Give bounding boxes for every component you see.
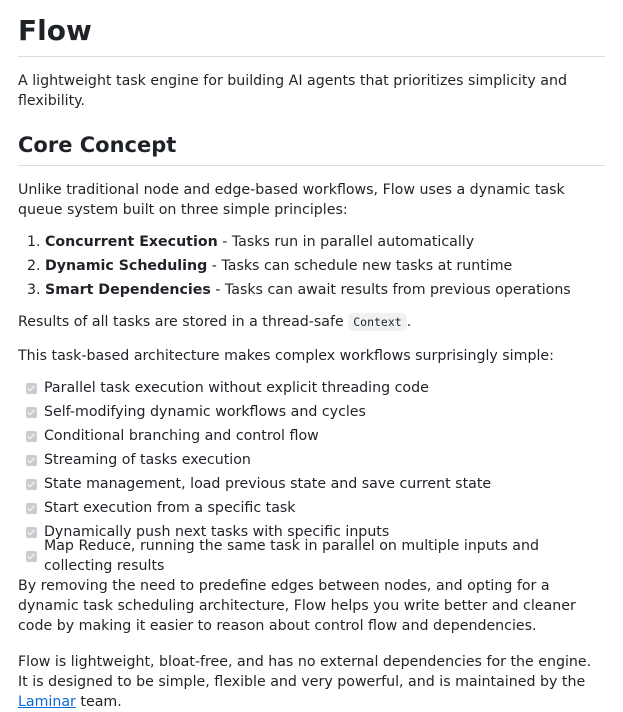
principle-name: Dynamic Scheduling [45, 258, 208, 274]
checked-checkbox-icon [26, 479, 37, 490]
principle-desc: - Tasks can schedule new tasks at runtime [207, 258, 513, 274]
feature-label: State management, load previous state and save current state [44, 476, 492, 492]
feature-item [26, 426, 605, 446]
principle-item [45, 232, 605, 252]
removing-edges-paragraph: By removing the need to predefine edges between nodes, and opting for a dynamic task scheduling architecture, Flow helps you write better and cleaner code by making it easier to reason about control flow and dependencies. [18, 578, 576, 634]
checked-checkbox-icon [26, 407, 37, 418]
feature-label: Start execution from a specific task [44, 500, 296, 516]
checked-checkbox-icon [26, 551, 37, 562]
feature-label: Dynamically push next tasks with specific inputs [44, 524, 390, 540]
laminar-link[interactable]: Laminar [18, 694, 76, 710]
feature-label: Conditional branching and control flow [44, 428, 319, 444]
results-prefix: Results of all tasks are stored in a thread-safe [18, 314, 349, 330]
feature-item [26, 450, 605, 470]
principle-item [45, 256, 605, 276]
checked-checkbox-icon [26, 503, 37, 514]
results-suffix: . [406, 314, 412, 330]
checked-checkbox-icon [26, 455, 37, 466]
feature-label: Self-modifying dynamic workflows and cycles [44, 404, 366, 420]
lightweight-prefix: Flow is lightweight, bloat-free, and has no external dependencies for the engine. It is designed to be simple, flexible and very powerful, and is maintained by the [18, 654, 592, 690]
principle-name: Smart Dependencies [45, 282, 211, 298]
principle-desc: - Tasks can await results from previous operations [210, 282, 571, 298]
checked-checkbox-icon [26, 431, 37, 442]
principles-list [18, 232, 605, 300]
feature-label: Map Reduce, running the same task in parallel on multiple inputs and collecting results [44, 538, 539, 574]
lightweight-paragraph [18, 652, 605, 712]
results-paragraph [18, 312, 605, 332]
architecture-paragraph: This task-based architecture makes complex workflows surprisingly simple: [18, 348, 554, 364]
feature-item [26, 378, 605, 398]
principle-desc: - Tasks run in parallel automatically [217, 234, 475, 250]
checked-checkbox-icon [26, 527, 37, 538]
section-heading-core-concept: Core Concept [18, 131, 605, 166]
page-title: Flow [18, 0, 605, 57]
core-concept-paragraph: Unlike traditional node and edge-based workflows, Flow uses a dynamic task queue system built on three simple principles: [18, 182, 565, 218]
feature-checklist [18, 378, 605, 574]
feature-item [26, 498, 605, 518]
feature-label: Parallel task execution without explicit threading code [44, 380, 429, 396]
feature-label: Streaming of tasks execution [44, 452, 251, 468]
lightweight-suffix: team. [75, 694, 122, 710]
checked-checkbox-icon [26, 383, 37, 394]
principle-name: Concurrent Execution [45, 234, 218, 250]
feature-item [26, 538, 605, 574]
principle-item [45, 280, 605, 300]
context-code: Context [348, 313, 406, 331]
intro-text: A lightweight task engine for building AI agents that prioritizes simplicity and flexibility. [18, 73, 567, 109]
feature-item [26, 474, 605, 494]
feature-item [26, 402, 605, 422]
